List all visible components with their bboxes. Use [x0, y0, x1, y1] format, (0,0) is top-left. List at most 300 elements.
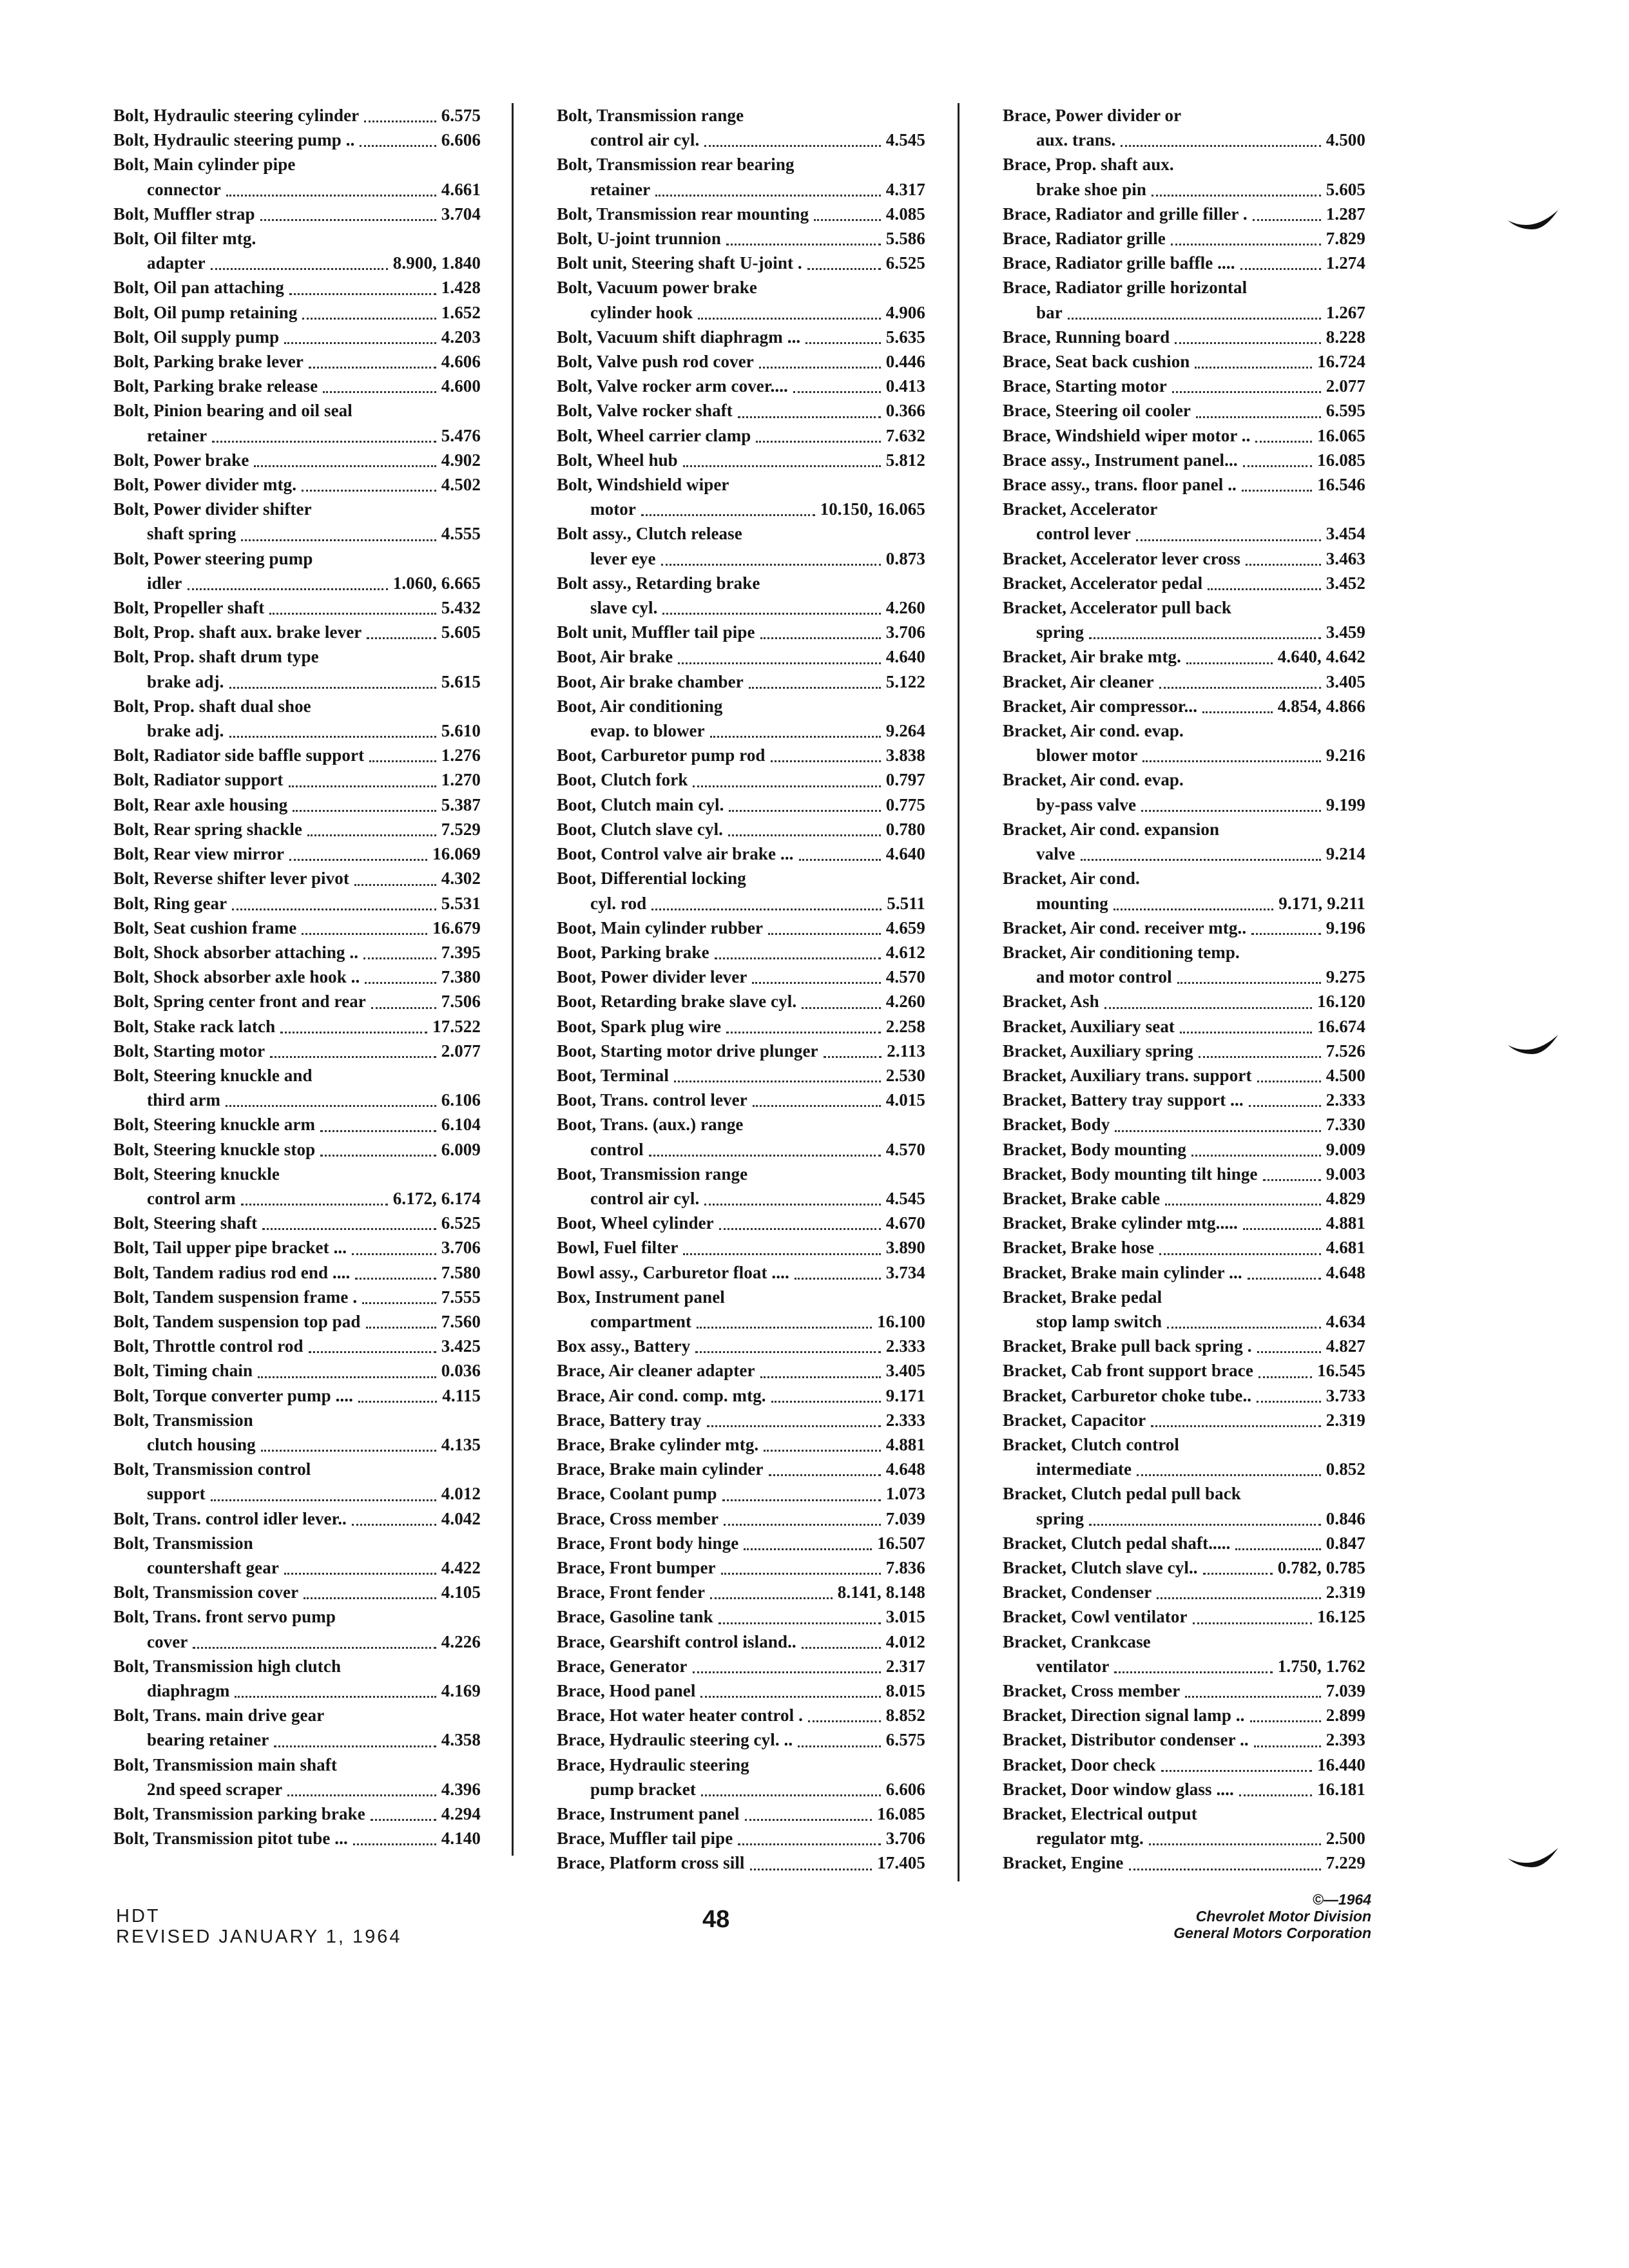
leader-dots [1177, 965, 1321, 984]
index-entry-heading [1003, 103, 1365, 128]
entry-reference: 4.015 [885, 1090, 925, 1110]
leader-dots [1185, 1678, 1320, 1698]
index-entry [557, 497, 925, 521]
entry-reference: 4.829 [1325, 1188, 1365, 1208]
index-entry [1003, 1531, 1365, 1555]
entry-reference: 2.500 [1325, 1829, 1365, 1849]
entry-reference: 4.906 [885, 302, 925, 322]
index-entry [1003, 1162, 1365, 1186]
index-entry [1003, 1309, 1365, 1334]
leader-dots [722, 1482, 881, 1501]
entry-name-continued: clutch housing [147, 1434, 256, 1454]
index-entry [557, 1383, 925, 1408]
leader-dots [1196, 399, 1321, 418]
leader-dots [1191, 1137, 1321, 1157]
index-entry [557, 226, 925, 251]
entry-name: Bracket, Air cond. expansion [1003, 819, 1220, 839]
entry-name: Bolt, Tandem radius rod end .... [113, 1262, 351, 1282]
entry-name: Bolt, Pinion bearing and oil seal [113, 401, 352, 421]
leader-dots [229, 718, 436, 738]
entry-name: Bracket, Electrical output [1003, 1804, 1197, 1824]
entry-name-continued: shaft spring [147, 524, 236, 544]
entry-name-continued: compartment [590, 1311, 692, 1331]
entry-reference: 2.258 [885, 1016, 925, 1036]
leader-dots [726, 1014, 881, 1033]
entry-name: Bolt, Reverse shifter lever pivot [113, 869, 349, 889]
index-entry [113, 1506, 481, 1531]
entry-name: Bracket, Capacitor [1003, 1410, 1146, 1430]
entry-name-continued: diaphragm [147, 1681, 230, 1700]
entry-name: Boot, Parking brake [557, 942, 709, 962]
index-entry [113, 1555, 481, 1580]
entry-name: Bolt, Propeller shaft [113, 598, 265, 618]
entry-name: Boot, Clutch main cyl. [557, 794, 724, 814]
entry-name: Bracket, Direction signal lamp .. [1003, 1706, 1245, 1725]
entry-name: Bolt, Parking brake lever [113, 352, 304, 372]
entry-name: Bolt, Tandem suspension frame . [113, 1287, 358, 1307]
entry-reference: 3.706 [885, 622, 925, 642]
entry-reference: 1.287 [1325, 204, 1365, 224]
entry-reference: 3.452 [1325, 573, 1365, 593]
entry-reference: 9.216 [1325, 745, 1365, 765]
leader-dots [756, 423, 880, 443]
entry-reference: 7.395 [441, 942, 481, 962]
entry-name: Brace, Front bumper [557, 1557, 716, 1577]
leader-dots [1248, 1260, 1321, 1280]
leader-dots [229, 669, 436, 689]
entry-reference: 4.226 [441, 1631, 481, 1651]
entry-name: Boot, Transmission range [557, 1164, 748, 1184]
leader-dots [1243, 448, 1312, 467]
index-entry [113, 1137, 481, 1162]
leader-dots [369, 743, 436, 762]
index-entry [1003, 1358, 1365, 1383]
entry-reference: 9.275 [1325, 967, 1365, 987]
index-entry [113, 448, 481, 472]
leader-dots [254, 448, 436, 467]
entry-reference: 10.150, 16.065 [820, 499, 925, 519]
entry-reference: 4.260 [885, 992, 925, 1012]
index-entry [557, 398, 925, 423]
index-entry [1003, 300, 1365, 325]
entry-name-continued: evap. to blower [590, 721, 705, 741]
index-entry-heading [113, 1753, 481, 1777]
footer-copyright-block [1173, 1891, 1371, 1941]
entry-reference: 16.674 [1317, 1016, 1365, 1036]
entry-reference: 7.560 [441, 1311, 481, 1331]
entry-name: Boot, Main cylinder rubber [557, 918, 764, 937]
entry-name: Bolt, Trans. main drive gear [113, 1706, 325, 1725]
entry-reference: 4.606 [441, 352, 481, 372]
entry-name: Bolt, Transmission control [113, 1459, 311, 1479]
entry-name: Bolt, Steering knuckle arm [113, 1115, 316, 1135]
entry-reference: 4.317 [885, 179, 925, 199]
index-entry [113, 349, 481, 374]
leader-dots [1113, 891, 1273, 910]
index-entry [1003, 398, 1365, 423]
entry-name: Brace, Windshield wiper motor .. [1003, 425, 1251, 445]
entry-name: Bolt, Prop. shaft aux. brake lever [113, 622, 362, 642]
entry-name: Brace, Battery tray [557, 1410, 702, 1430]
index-entry-heading [557, 152, 925, 177]
entry-reference: 4.648 [1325, 1262, 1365, 1282]
entry-name: Bolt, Power brake [113, 450, 249, 470]
index-entry [557, 1235, 925, 1260]
entry-name: Bracket, Air compressor... [1003, 696, 1198, 716]
entry-name: Bolt, Transmission range [557, 106, 744, 125]
entry-name: Brace, Air cond. comp. mtg. [557, 1385, 766, 1405]
leader-dots [719, 1211, 881, 1230]
entry-reference: 5.387 [441, 794, 481, 814]
index-entry-heading [1003, 595, 1365, 620]
entry-name: Boot, Air brake chamber [557, 671, 744, 691]
leader-dots [1129, 1851, 1321, 1870]
entry-name-continued: spring [1036, 1508, 1084, 1528]
entry-name: Bolt, Ring gear [113, 893, 227, 913]
leader-dots [241, 1186, 388, 1206]
entry-name: Bracket, Auxiliary seat [1003, 1016, 1175, 1036]
leader-dots [760, 620, 881, 639]
leader-dots [760, 1359, 881, 1378]
entry-reference: 4.881 [1325, 1213, 1365, 1233]
index-entry [1003, 571, 1365, 595]
index-entry-heading [1003, 1285, 1365, 1309]
entry-name: Brace, Gearshift control island.. [557, 1631, 796, 1651]
entry-name: Bracket, Clutch slave cyl.. [1003, 1557, 1198, 1577]
entry-reference: 3.704 [441, 204, 481, 224]
index-entry-heading [1003, 1802, 1365, 1826]
entry-name-continued: brake adj. [147, 671, 224, 691]
index-entry [113, 793, 481, 817]
index-entry-heading [113, 1654, 481, 1678]
index-entry [1003, 423, 1365, 448]
entry-reference: 6.104 [441, 1115, 481, 1135]
index-entry-heading [113, 1408, 481, 1432]
entry-reference: 8.141, 8.148 [837, 1582, 925, 1602]
entry-name: Brace, Front fender [557, 1582, 706, 1602]
page-number: 48 [702, 1906, 730, 1933]
entry-reference: 4.085 [885, 204, 925, 224]
entry-reference: 16.125 [1317, 1607, 1365, 1627]
index-entry [1003, 521, 1365, 546]
index-entry-heading [1003, 497, 1365, 521]
entry-reference: 7.836 [885, 1557, 925, 1577]
index-entry-heading [113, 497, 481, 521]
index-entry [1003, 989, 1365, 1014]
entry-reference: 16.507 [877, 1533, 925, 1553]
leader-dots [309, 1334, 436, 1353]
entry-name: Bracket, Auxiliary spring [1003, 1041, 1193, 1061]
leader-dots [302, 472, 436, 492]
index-entry [1003, 1753, 1365, 1777]
leader-dots [371, 1802, 436, 1821]
leader-dots [1251, 916, 1321, 935]
leader-dots [226, 1088, 436, 1107]
leader-dots [674, 1063, 881, 1082]
index-entry [113, 521, 481, 546]
leader-dots [728, 817, 881, 836]
leader-dots [1167, 1309, 1321, 1329]
entry-name: Brace, Radiator grille baffle .... [1003, 253, 1235, 273]
entry-name: Bolt, Transmission pitot tube ... [113, 1829, 348, 1849]
index-entry [1003, 226, 1365, 251]
entry-name: Brace, Brake main cylinder [557, 1459, 764, 1479]
entry-reference: 4.570 [885, 1139, 925, 1159]
leader-dots [1089, 620, 1321, 639]
entry-name: Bracket, Cross member [1003, 1681, 1181, 1700]
entry-reference: 5.586 [885, 229, 925, 249]
index-entry [1003, 1260, 1365, 1285]
entry-reference: 4.422 [441, 1557, 481, 1577]
entry-name: Brace, Gasoline tank [557, 1607, 713, 1627]
entry-name: Boot, Carburetor pump rod [557, 745, 766, 765]
leader-dots [715, 940, 881, 959]
leader-dots [749, 669, 881, 689]
leader-dots [738, 1826, 880, 1845]
entry-name: Boot, Terminal [557, 1065, 669, 1085]
entry-name: Bolt, Spring center front and rear [113, 992, 366, 1012]
leader-dots [1242, 472, 1312, 492]
entry-reference: 16.545 [1317, 1361, 1365, 1381]
entry-name: Boot, Wheel cylinder [557, 1213, 714, 1233]
leader-dots [1136, 522, 1321, 541]
leader-dots [1171, 226, 1321, 245]
entry-reference: 5.511 [887, 893, 925, 913]
entry-reference: 3.463 [1325, 548, 1365, 568]
leader-dots [287, 1777, 436, 1796]
index-entry-heading [113, 398, 481, 423]
index-entry [1003, 177, 1365, 202]
index-entry [1003, 1678, 1365, 1703]
index-entry [113, 841, 481, 866]
entry-name-continued: idler [147, 573, 182, 593]
leader-dots [212, 423, 436, 443]
entry-reference: 2.333 [885, 1336, 925, 1356]
entry-reference: 7.555 [441, 1287, 481, 1307]
entry-reference: 4.612 [885, 942, 925, 962]
entry-name: Bracket, Auxiliary trans. support [1003, 1065, 1252, 1085]
index-entry [557, 1654, 925, 1678]
entry-name: Bracket, Brake pedal [1003, 1287, 1162, 1307]
index-entry-heading [1003, 817, 1365, 841]
entry-name: Bracket, Air cond. receiver mtg.. [1003, 918, 1247, 937]
leader-dots [289, 768, 436, 787]
index-entry [557, 423, 925, 448]
entry-reference: 7.506 [441, 992, 481, 1012]
entry-reference: 1.750, 1.762 [1277, 1656, 1365, 1676]
entry-name: Brace, Hood panel [557, 1681, 696, 1700]
index-entry-heading [1003, 1432, 1365, 1457]
index-entry [113, 669, 481, 694]
leader-dots [744, 1531, 872, 1550]
index-entry-heading [1003, 767, 1365, 792]
entry-name-continued: countershaft gear [147, 1557, 279, 1577]
leader-dots [1081, 841, 1321, 861]
index-entry [1003, 620, 1365, 644]
entry-name: Brace, Cross member [557, 1508, 719, 1528]
index-entry [557, 177, 925, 202]
index-entry [113, 1235, 481, 1260]
entry-name-continued: control [590, 1139, 644, 1159]
index-entry [1003, 1850, 1365, 1875]
entry-reference: 2.077 [1325, 376, 1365, 396]
index-entry [1003, 1112, 1365, 1137]
leader-dots [808, 1703, 881, 1722]
entry-name: Boot, Air brake [557, 647, 673, 667]
leader-dots [371, 990, 436, 1009]
entry-reference: 4.500 [1325, 130, 1365, 150]
leader-dots [771, 1383, 881, 1403]
leader-dots [352, 1506, 436, 1526]
entry-reference: 4.570 [885, 967, 925, 987]
entry-name: Bolt, Trans. front servo pump [113, 1607, 336, 1627]
entry-reference: 2.899 [1325, 1706, 1365, 1725]
leader-dots [1193, 1605, 1313, 1624]
entry-name: Box, Instrument panel [557, 1287, 725, 1307]
index-entry [1003, 251, 1365, 275]
index-entry-heading [113, 1162, 481, 1186]
entry-name: Bolt, Hydraulic steering cylinder [113, 106, 360, 125]
entry-reference: 1.060, 6.665 [392, 573, 481, 593]
leader-dots [1257, 1334, 1321, 1353]
index-entry [113, 1383, 481, 1408]
index-entry [1003, 1727, 1365, 1752]
entry-reference: 8.015 [885, 1681, 925, 1700]
entry-name: Bracket, Crankcase [1003, 1631, 1151, 1651]
entry-name: Bracket, Distributor condenser .. [1003, 1730, 1249, 1750]
entry-name: Bracket, Battery tray support ... [1003, 1090, 1244, 1110]
index-entry [113, 595, 481, 620]
leader-dots [284, 325, 436, 344]
footer-revised-date: REVISED JANUARY 1, 1964 [116, 1927, 402, 1947]
entry-name-continued: brake shoe pin [1036, 179, 1146, 199]
index-entry [1003, 128, 1365, 152]
entry-name: Bolt, Steering shaft [113, 1213, 258, 1233]
index-entry-heading [1003, 866, 1365, 890]
entry-name-continued: bearing retainer [147, 1730, 269, 1750]
entry-reference: 7.380 [441, 967, 481, 987]
entry-name: Bracket, Air cleaner [1003, 671, 1154, 691]
index-entry-heading [113, 226, 481, 251]
entry-name: Brace, Hot water heater control . [557, 1706, 803, 1725]
index-entry [557, 1039, 925, 1063]
leader-dots [721, 1555, 881, 1575]
leader-dots [662, 595, 880, 615]
entry-reference: 4.854, 4.866 [1277, 696, 1365, 716]
entry-reference: 4.881 [885, 1434, 925, 1454]
entry-name: Bolt, Torque converter pump .... [113, 1385, 353, 1405]
entry-reference: 4.105 [441, 1582, 481, 1602]
leader-dots [651, 891, 882, 910]
index-entry [113, 1802, 481, 1826]
leader-dots [771, 743, 881, 762]
leader-dots [1235, 1531, 1320, 1550]
index-entry [557, 1604, 925, 1629]
index-entry [1003, 694, 1365, 718]
column-divider-2 [958, 103, 959, 1881]
entry-reference: 3.459 [1325, 622, 1365, 642]
leader-dots [289, 276, 436, 295]
entry-name-continued: aux. trans. [1036, 130, 1116, 150]
index-entry [557, 1186, 925, 1211]
entry-reference: 6.009 [441, 1139, 481, 1159]
entry-reference: 7.529 [441, 819, 481, 839]
entry-name: Bowl assy., Carburetor float .... [557, 1262, 789, 1282]
entry-name: Bolt, Windshield wiper [557, 475, 729, 495]
entry-name: Bolt, Starting motor [113, 1041, 265, 1061]
leader-dots [698, 300, 881, 320]
index-entry [1003, 669, 1365, 694]
entry-name: Bolt, Radiator support [113, 770, 284, 790]
entry-name: Brace, Hydraulic steering cyl. .. [557, 1730, 793, 1750]
entry-name: Brace, Prop. shaft aux. [1003, 155, 1174, 175]
leader-dots [1104, 990, 1312, 1009]
leader-dots [704, 1186, 880, 1206]
entry-reference: 16.679 [432, 918, 481, 937]
index-entry [113, 1629, 481, 1654]
index-entry [557, 374, 925, 398]
entry-name: Bolt assy., Retarding brake [557, 573, 760, 593]
entry-name: Boot, Clutch slave cyl. [557, 819, 724, 839]
index-entry [113, 1358, 481, 1383]
index-entry [557, 1580, 925, 1604]
entry-reference: 6.172, 6.174 [392, 1188, 481, 1208]
entry-reference: 0.873 [885, 548, 925, 568]
entry-reference: 6.525 [885, 253, 925, 273]
index-entry [1003, 1777, 1365, 1802]
entry-reference: 3.733 [1325, 1385, 1365, 1405]
index-entry [113, 1211, 481, 1235]
entry-reference: 9.009 [1325, 1139, 1365, 1159]
leader-dots [704, 128, 880, 147]
leader-dots [710, 718, 881, 738]
entry-reference: 16.440 [1317, 1754, 1365, 1774]
index-entry [1003, 1457, 1365, 1481]
entry-name-continued: cover [147, 1631, 188, 1651]
leader-dots [1149, 1826, 1321, 1845]
leader-dots [1151, 1408, 1321, 1427]
leader-dots [1195, 349, 1312, 369]
leader-dots [362, 1285, 436, 1304]
leader-dots [367, 620, 436, 639]
index-column-1 [113, 103, 481, 1850]
entry-name: Bolt unit, Muffler tail pipe [557, 622, 755, 642]
leader-dots [188, 571, 388, 590]
entry-name: Bracket, Door check [1003, 1754, 1156, 1774]
entry-name-continued: bar [1036, 302, 1063, 322]
entry-name: Box assy., Battery [557, 1336, 691, 1356]
index-entry [113, 891, 481, 916]
index-entry-heading [113, 1703, 481, 1727]
entry-reference: 4.661 [441, 179, 481, 199]
entry-reference: 16.100 [877, 1311, 925, 1331]
index-entry [557, 1432, 925, 1457]
leader-dots [1240, 251, 1321, 270]
entry-name-continued: control air cyl. [590, 1188, 700, 1208]
entry-reference: 8.900, 1.840 [392, 253, 481, 273]
entry-name-continued: 2nd speed scraper [147, 1779, 283, 1799]
index-entry [113, 374, 481, 398]
footer-division: Chevrolet Motor Division [1195, 1908, 1371, 1925]
index-entry [557, 349, 925, 374]
entry-name: Bolt, Oil filter mtg. [113, 229, 256, 249]
entry-name: Bracket, Clutch pedal shaft..... [1003, 1533, 1231, 1553]
index-entry [113, 1481, 481, 1506]
index-entry [557, 1850, 925, 1875]
index-entry [113, 1334, 481, 1358]
entry-reference: 4.634 [1325, 1311, 1365, 1331]
leader-dots [695, 1334, 880, 1353]
